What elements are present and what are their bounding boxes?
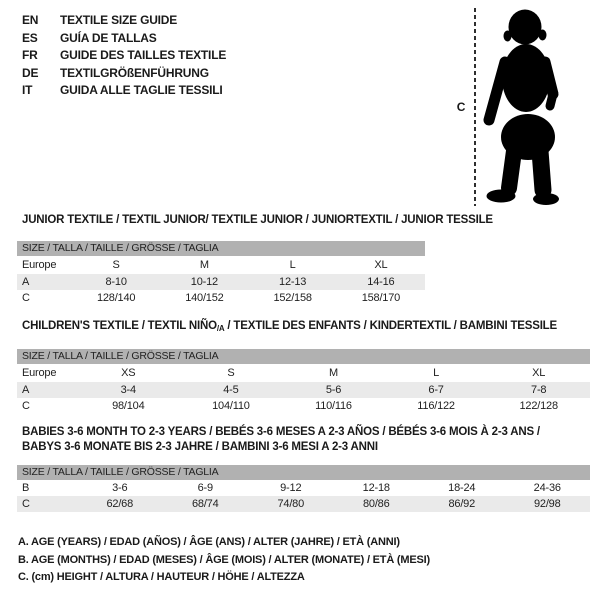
table-cell: XL xyxy=(532,367,546,379)
footnotes xyxy=(18,534,430,587)
row-label: C xyxy=(22,292,30,304)
table-cell: L xyxy=(289,259,296,271)
table-row xyxy=(17,480,590,496)
table-cell: 24-36 xyxy=(533,482,561,494)
table-cell: 116/122 xyxy=(417,400,455,412)
legend-row-fr xyxy=(22,47,226,65)
babies-size-table xyxy=(17,480,590,512)
row-label: C xyxy=(22,400,30,412)
table-cell: 86/92 xyxy=(448,498,476,510)
children-size-header-bar: SIZE / TALLA / TAILLE / GRÖSSE / TAGLIA xyxy=(17,349,590,364)
row-label: B xyxy=(22,482,30,494)
table-row xyxy=(17,496,590,512)
table-cell: 10-12 xyxy=(190,276,218,288)
table-cell: XL xyxy=(374,259,388,271)
title-part: / TEXTILE DES ENFANTS / KINDERTEXTIL / BAMBINI TESSILE xyxy=(224,320,557,332)
legend-row-en xyxy=(22,12,226,30)
legend-label: GUÍA DE TALLAS xyxy=(60,30,157,45)
children-size-table xyxy=(17,364,590,414)
table-cell: 18-24 xyxy=(448,482,476,494)
junior-size-header-bar: SIZE / TALLA / TAILLE / GRÖSSE / TAGLIA xyxy=(17,241,425,256)
row-label: Europe xyxy=(22,259,57,271)
legend-label: GUIDA ALLE TAGLIE TESSILI xyxy=(60,83,223,97)
babies-title-line1: BABIES 3-6 MONTH TO 2-3 YEARS / BEBÉS 3-6 MESES A 2-3 AÑOS / BÉBÉS 3-6 MOIS À 2-3 ANS / xyxy=(22,426,540,438)
table-cell: 14-16 xyxy=(367,276,395,288)
table-cell: 110/116 xyxy=(315,400,352,412)
table-cell: 9-12 xyxy=(280,482,302,494)
table-cell: M xyxy=(329,367,338,379)
table-cell: 4-5 xyxy=(223,384,239,396)
table-cell: 74/80 xyxy=(277,498,305,510)
legend-label: GUIDE DES TAILLES TEXTILE xyxy=(60,48,227,62)
table-cell: 12-18 xyxy=(362,482,390,494)
row-label: A xyxy=(22,384,30,396)
legend-code: DE xyxy=(22,65,39,80)
height-measure-label: C xyxy=(456,100,466,114)
table-cell: 158/170 xyxy=(361,292,401,304)
table-row xyxy=(17,256,425,274)
table-cell: 122/128 xyxy=(519,400,558,412)
junior-size-table xyxy=(17,256,425,306)
table-cell: L xyxy=(433,367,440,379)
legend-row-de xyxy=(22,65,226,83)
legend-code: ES xyxy=(22,30,38,45)
babies-section xyxy=(17,425,590,512)
babies-title-line2: BABYS 3-6 MONATE BIS 2-3 JAHRE / BAMBINI 3-6 MESI A 2-3 ANNI xyxy=(22,441,378,453)
row-label: Europe xyxy=(22,367,57,379)
table-cell: 7-8 xyxy=(531,384,547,396)
table-cell: 68/74 xyxy=(191,498,219,510)
footnote-b: B. AGE (MONTHS) / EDAD (MESES) / ÂGE (MOIS) / ALTER (MONATE) / ETÀ (MESI) xyxy=(18,553,430,566)
table-cell: XS xyxy=(121,367,136,379)
table-cell: 80/86 xyxy=(362,498,390,510)
legend-row-it xyxy=(22,82,226,100)
table-row xyxy=(17,274,425,290)
table-cell: S xyxy=(112,259,120,271)
table-cell: 3-6 xyxy=(112,482,128,494)
table-cell: 104/110 xyxy=(212,400,250,412)
table-cell: M xyxy=(199,259,209,271)
legend-code: EN xyxy=(22,13,39,27)
legend-row-es xyxy=(22,30,226,48)
table-cell: 6-9 xyxy=(197,482,213,494)
toddler-silhouette-icon xyxy=(481,6,571,208)
table-cell: 152/158 xyxy=(273,292,312,304)
table-row xyxy=(17,364,590,382)
junior-table-title: JUNIOR TEXTILE / TEXTIL JUNIOR/ TEXTILE JUNIOR / JUNIORTEXTIL / JUNIOR TESSILE xyxy=(22,214,493,226)
legend-code: FR xyxy=(22,48,38,62)
table-cell: 5-6 xyxy=(325,384,342,396)
footnote-a: A. AGE (YEARS) / EDAD (AÑOS) / ÂGE (ANS) / ALTER (JAHRE) / ETÀ (ANNI) xyxy=(18,536,400,548)
table-cell: 128/140 xyxy=(96,292,136,304)
legend-code: IT xyxy=(22,83,33,97)
legend-label: TEXTILGRÖßENFÜHRUNG xyxy=(60,65,209,80)
junior-section xyxy=(17,213,493,306)
children-section xyxy=(17,319,590,414)
table-cell: S xyxy=(227,367,235,379)
table-cell: 6-7 xyxy=(428,384,444,396)
table-cell: 92/98 xyxy=(533,498,561,510)
footnote-c: C. (cm) HEIGHT / ALTURA / HAUTEUR / HÖHE / ALTEZZA xyxy=(18,571,305,583)
legend-label: TEXTILE SIZE GUIDE xyxy=(60,13,178,27)
table-cell: 62/68 xyxy=(106,498,134,510)
table-cell: 8-10 xyxy=(105,276,127,288)
row-label: C xyxy=(22,498,30,510)
table-row xyxy=(17,398,590,414)
children-table-title xyxy=(17,319,590,336)
title-part: CHILDREN'S TEXTILE / TEXTIL NIÑO xyxy=(22,320,217,332)
table-row xyxy=(17,382,590,398)
height-dashed-line xyxy=(474,8,476,206)
table-cell: 98/104 xyxy=(112,400,145,412)
language-legend xyxy=(22,12,226,100)
row-label: A xyxy=(22,276,30,288)
table-row xyxy=(17,290,425,306)
table-cell: 140/152 xyxy=(185,292,224,304)
babies-table-title xyxy=(17,425,590,455)
title-subscript: /A xyxy=(216,324,225,333)
table-cell: 12-13 xyxy=(279,276,307,288)
babies-size-header-bar: SIZE / TALLA / TAILLE / GRÖSSE / TAGLIA xyxy=(17,465,590,480)
table-cell: 3-4 xyxy=(120,384,136,396)
